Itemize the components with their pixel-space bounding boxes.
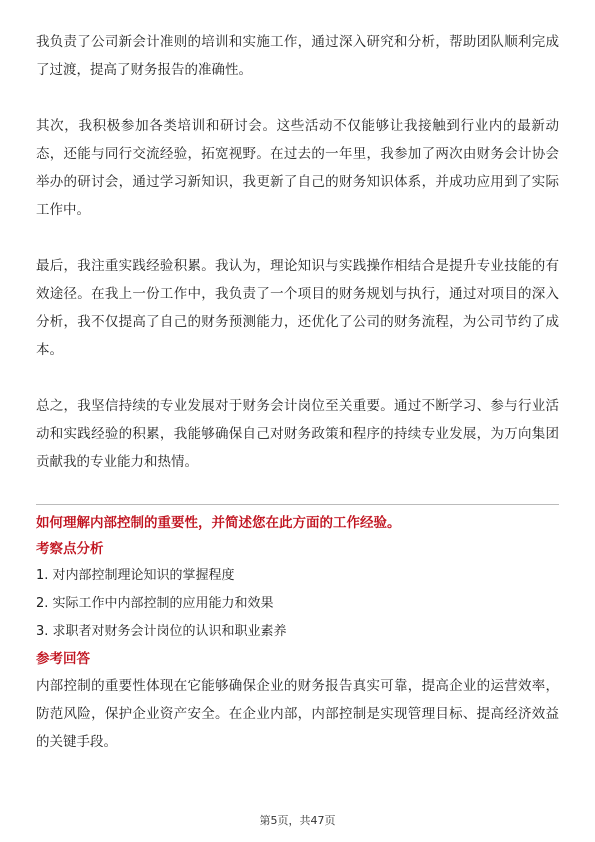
- document-body: [36, 28, 559, 476]
- section-divider: [36, 504, 559, 505]
- body-paragraph-2: 其次，我积极参加各类培训和研讨会。这些活动不仅能够让我接触到行业内的最新动态，还能与同行交流经验，拓宽视野。在过去的一年里，我参加了两次由财务会计协会举办的研讨会，通过学习新知识，我更新了自己的财务知识体系，并成功应用到了实际工作中。: [36, 118, 559, 218]
- body-paragraph-4: 总之，我坚信持续的专业发展对于财务会计岗位至关重要。通过不断学习、参与行业活动和实践经验的积累，我能够确保自己对财务政策和程序的持续专业发展，为万向集团贡献我的专业能力和热情。: [36, 398, 559, 470]
- body-paragraph-1: 我负责了公司新会计准则的培训和实施工作，通过深入研究和分析，帮助团队顺利完成了过渡，提高了财务报告的准确性。: [36, 34, 559, 78]
- analysis-item-3: 3. 求职者对财务会计岗位的认识和职业素养: [36, 624, 287, 639]
- question-title: 如何理解内部控制的重要性，并简述您在此方面的工作经验。: [36, 515, 401, 531]
- page-number: 第5页，共47页: [259, 814, 336, 827]
- body-paragraph-3: 最后，我注重实践经验积累。我认为，理论知识与实践操作相结合是提升专业技能的有效途径。在我上一份工作中，我负责了一个项目的财务规划与执行，通过对项目的深入分析，我不仅提高了自己的财务预测能力，还优化了公司的财务流程，为公司节约了成本。: [36, 258, 559, 358]
- answer-heading: 参考回答: [36, 651, 90, 667]
- analysis-item-1: 1. 对内部控制理论知识的掌握程度: [36, 568, 235, 583]
- analysis-item-2: 2. 实际工作中内部控制的应用能力和效果: [36, 596, 274, 611]
- answer-text: 内部控制的重要性体现在它能够确保企业的财务报告真实可靠，提高企业的运营效率，防范风险，保护企业资产安全。在企业内部，内部控制是实现管理目标、提高经济效益的关键手段。: [36, 678, 559, 750]
- analysis-heading: 考察点分析: [36, 541, 104, 557]
- question-block: [36, 510, 559, 756]
